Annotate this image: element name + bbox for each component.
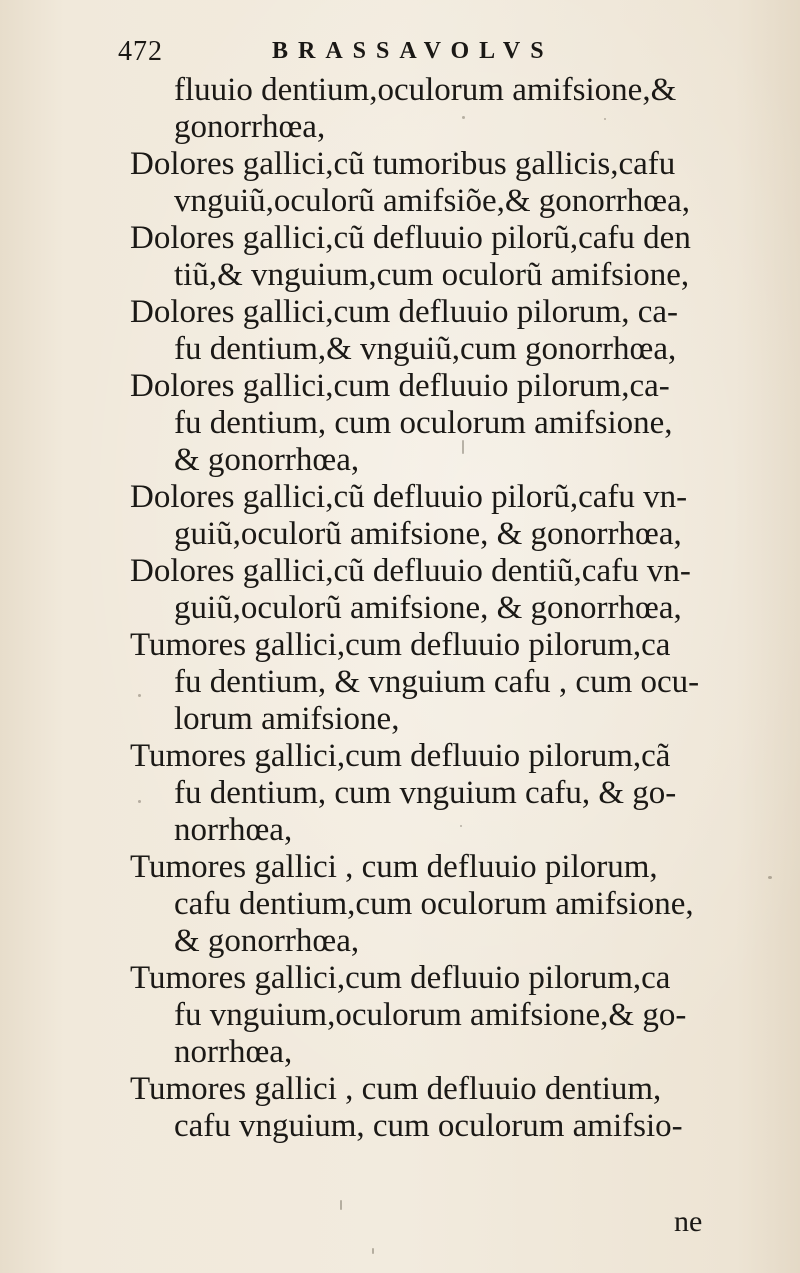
text-line: cafu dentium,cum oculorum amifsione,: [174, 886, 694, 922]
text-line: Dolores gallici,cum defluuio pilorum,ca-: [130, 368, 670, 404]
paper-speck: [604, 118, 606, 120]
text-line: Tumores gallici,cum defluuio pilorum,cã: [130, 738, 671, 774]
page-header: [118, 30, 638, 70]
text-line: tiũ,& vnguium,cum oculorũ amifsione,: [174, 257, 690, 293]
text-line: Tumores gallici , cum defluuio pilorum,: [130, 849, 658, 885]
text-line: Tumores gallici , cum defluuio dentium,: [130, 1071, 662, 1107]
paper-speck: [462, 440, 464, 454]
text-line: lorum amifsione,: [174, 701, 400, 737]
text-line: vnguiũ,oculorũ amifsiõe,& gonorrhœa,: [174, 183, 690, 219]
text-line: & gonorrhœa,: [174, 442, 360, 478]
paper-speck: [768, 876, 772, 879]
text-line: fu dentium, & vnguium cafu , cum ocu-: [174, 664, 700, 700]
text-line: fu dentium, cum oculorum amifsione,: [174, 405, 673, 441]
text-line: Tumores gallici,cum defluuio pilorum,ca: [130, 627, 671, 663]
text-line: fu dentium,& vnguiũ,cum gonorrhœa,: [174, 331, 677, 367]
text-line: cafu vnguium, cum oculorum amifsio-: [174, 1108, 683, 1144]
paper-speck: [138, 800, 141, 803]
text-line: Dolores gallici,cũ defluuio pilorũ,cafu vn-: [130, 479, 688, 515]
paper-speck: [138, 694, 141, 697]
paper-speck: [340, 1200, 342, 1210]
catchword: ne: [674, 1205, 703, 1238]
text-line: Dolores gallici,cũ defluuio dentiũ,cafu vn-: [130, 553, 691, 589]
text-line: fu vnguium,oculorum amifsione,& go-: [174, 997, 687, 1033]
text-line: fluuio dentium,oculorum amifsione,&: [174, 72, 677, 108]
text-line: fu dentium, cum vnguium cafu, & go-: [174, 775, 677, 811]
running-head: BRASSAVOLVS: [272, 38, 554, 64]
page-number: 472: [118, 36, 163, 67]
text-line: gonorrhœa,: [174, 109, 326, 145]
text-line: norrhœa,: [174, 1034, 293, 1070]
text-line: Dolores gallici,cum defluuio pilorum, ca-: [130, 294, 679, 330]
paper-speck: [460, 825, 462, 827]
text-line: Tumores gallici,cum defluuio pilorum,ca: [130, 960, 671, 996]
paper-speck: [462, 116, 465, 119]
text-line: guiũ,oculorũ amifsione, & gonorrhœa,: [174, 516, 682, 552]
paper-speck: [372, 1248, 374, 1254]
text-line: Dolores gallici,cũ defluuio pilorũ,cafu den: [130, 220, 691, 256]
text-line: & gonorrhœa,: [174, 923, 360, 959]
text-line: guiũ,oculorũ amifsione, & gonorrhœa,: [174, 590, 682, 626]
text-line: Dolores gallici,cũ tumoribus gallicis,cafu: [130, 146, 676, 182]
text-line: norrhœa,: [174, 812, 293, 848]
